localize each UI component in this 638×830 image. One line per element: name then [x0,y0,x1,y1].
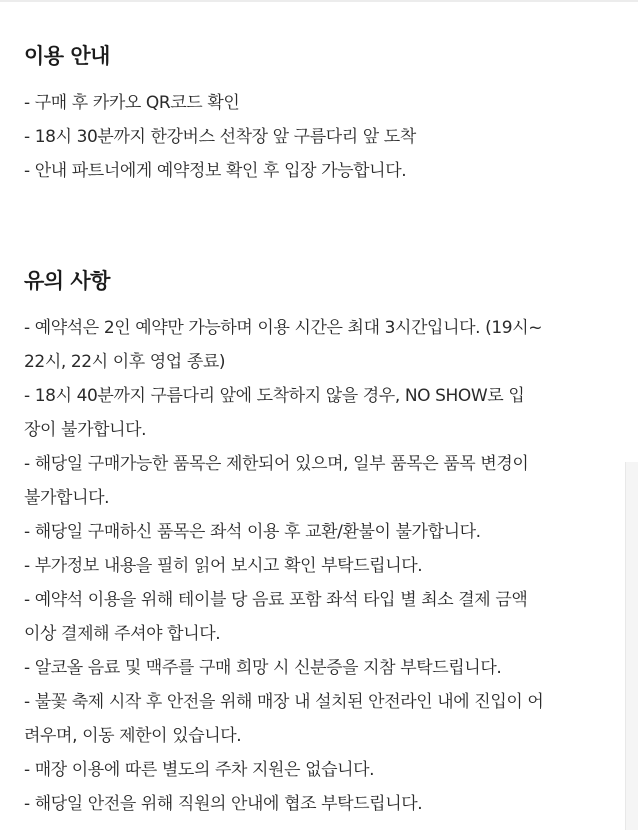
precautions-line: 려우며, 이동 제한이 있습니다. [24,726,242,746]
precautions-line: - 해당일 구매하신 품목은 좌석 이용 후 교환/환불이 불가합니다. [24,522,481,542]
precautions-line: - 18시 40분까지 구름다리 앞에 도착하지 않을 경우, NO SHOW로 입 [24,386,525,406]
precautions-list [24,311,616,821]
precautions-line: 장이 불가합니다. [24,420,147,440]
precautions-line: - 알코올 음료 및 맥주를 구매 희망 시 신분증을 지참 부탁드립니다. [24,658,502,678]
precautions-line: 불가합니다. [24,488,110,508]
usage-guide-line: - 안내 파트너에게 예약정보 확인 후 입장 가능합니다. [24,161,407,181]
precautions-section [24,265,616,821]
precautions-line: - 불꽃 축제 시작 후 안전을 위해 매장 내 설치된 안전라인 내에 진입이 어 [24,692,544,712]
precautions-title: 유의 사항 [24,269,110,293]
precautions-line: - 매장 이용에 따른 별도의 주차 지원은 없습니다. [24,760,375,780]
precautions-line: - 예약석은 2인 예약만 가능하며 이용 시간은 최대 3시간입니다. (19시~ [24,318,543,338]
precautions-line: - 해당일 안전을 위해 직원의 안내에 협조 부탁드립니다. [24,794,423,814]
usage-guide-line: - 18시 30분까지 한강버스 선착장 앞 구름다리 앞 도착 [24,127,416,147]
precautions-line: - 부가정보 내용을 필히 읽어 보시고 확인 부탁드립니다. [24,556,423,576]
precautions-line: 이상 결제해 주셔야 합니다. [24,624,221,644]
precautions-line: - 해당일 구매가능한 품목은 제한되어 있으며, 일부 품목은 품목 변경이 [24,454,529,474]
top-divider [0,0,638,2]
precautions-line: 22시, 22시 이후 영업 종료) [24,352,226,372]
scrollbar-track[interactable] [625,462,638,830]
precautions-line: - 예약석 이용을 위해 테이블 당 음료 포함 좌석 타입 별 최소 결제 금액 [24,590,528,610]
usage-guide-section [24,40,616,188]
usage-guide-line: - 구매 후 카카오 QR코드 확인 [24,93,240,113]
usage-guide-title: 이용 안내 [24,44,110,68]
usage-guide-list [24,86,616,188]
